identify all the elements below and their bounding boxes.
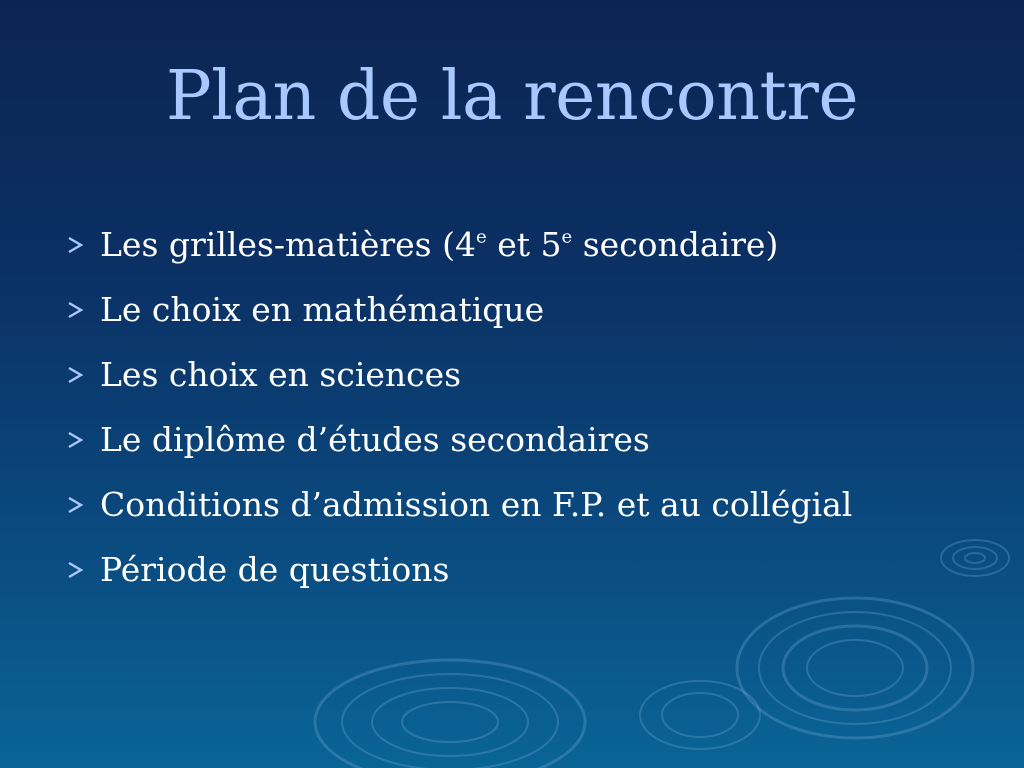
agenda-item-text: Les choix en sciences [100,355,462,394]
agenda-item [66,277,996,342]
agenda-item-text: Période de questions [100,550,450,589]
superscript: e [561,226,573,248]
agenda-item-text: Le diplôme d’études secondaires [100,420,650,459]
agenda-item-text-part: secondaire) [572,225,779,264]
chevron-right-icon [66,301,100,319]
agenda-item-text-part: et 5 [486,225,562,264]
agenda-item-text [100,225,778,264]
agenda-item-text: Conditions d’admission en F.P. et au collégial [100,485,853,524]
agenda-item [66,342,996,407]
chevron-right-icon [66,561,100,579]
chevron-right-icon [66,236,100,254]
agenda-item-text: Le choix en mathématique [100,290,545,329]
agenda-item-text-part: Les grilles-matières (4 [100,225,476,264]
chevron-right-icon [66,431,100,449]
agenda-item [66,537,996,602]
agenda-list [66,212,996,602]
superscript: e [475,226,487,248]
chevron-right-icon [66,496,100,514]
slide-title: Plan de la rencontre [165,57,859,136]
chevron-right-icon [66,366,100,384]
agenda-item [66,212,996,277]
agenda-item [66,472,996,537]
agenda-item [66,407,996,472]
